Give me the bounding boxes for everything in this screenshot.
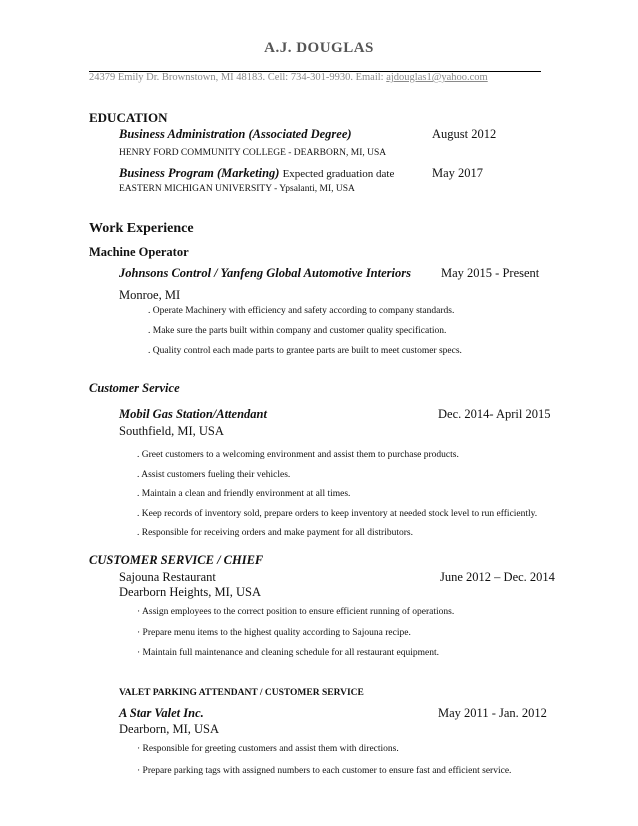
education-degree-2: Business Program (Marketing)	[119, 166, 280, 180]
job-location-3: Dearborn Heights, MI, USA	[119, 585, 261, 599]
contact-line	[89, 72, 488, 83]
job-bullet: · Responsible for greeting customers and assist them with directions.	[137, 744, 399, 754]
job-title-2: Customer Service	[89, 381, 180, 395]
education-date-1: August 2012	[432, 127, 497, 141]
job-bullet: . Operate Machinery with efficiency and safety according to company standards.	[148, 306, 455, 316]
education-heading: EDUCATION	[89, 110, 168, 125]
job-date-4: May 2011 - Jan. 2012	[438, 706, 547, 720]
job-bullet: . Assist customers fueling their vehicles.	[137, 470, 291, 480]
job-location-1: Monroe, MI	[119, 288, 181, 302]
job-bullet: · Prepare menu items to the highest quality according to Sajouna recipe.	[137, 628, 411, 638]
education-note-2: Expected graduation date	[282, 168, 395, 180]
education-school-2: EASTERN MICHIGAN UNIVERSITY - Ypsalanti, MI, USA	[119, 184, 355, 194]
job-bullet: . Keep records of inventory sold, prepare orders to keep inventory at needed stock level to run efficiently.	[137, 509, 538, 519]
job-employer-3: Sajouna Restaurant	[119, 570, 216, 584]
email-link[interactable]: ajdouglas1@yahoo.com	[386, 72, 488, 83]
job-employer-4: A Star Valet Inc.	[119, 706, 204, 720]
job-date-3: June 2012 – Dec. 2014	[440, 570, 555, 584]
job-location-2: Southfield, MI, USA	[119, 424, 224, 438]
job-bullet: · Assign employees to the correct position to ensure efficient running of operations.	[137, 607, 455, 617]
job-bullet: . Greet customers to a welcoming environment and assist them to purchase products.	[137, 450, 459, 460]
job-bullet: . Maintain a clean and friendly environment at all times.	[137, 489, 351, 499]
job-bullet: · Maintain full maintenance and cleaning schedule for all restaurant equipment.	[137, 648, 440, 658]
job-bullet: . Make sure the parts built within company and customer quality specification.	[148, 326, 447, 336]
job-location-4: Dearborn, MI, USA	[119, 722, 219, 736]
education-date-2: May 2017	[432, 166, 484, 180]
job-title-3: CUSTOMER SERVICE / CHIEF	[89, 553, 264, 567]
job-date-1: May 2015 - Present	[441, 266, 540, 280]
contact-details: 24379 Emily Dr. Brownstown, MI 48183. Cell: 734-301-9930. Email:	[89, 72, 387, 83]
job-bullet: . Responsible for receiving orders and make payment for all distributors.	[137, 528, 413, 538]
job-bullet: · Prepare parking tags with assigned numbers to each customer to ensure fast and efficient service.	[137, 766, 512, 776]
education-line-2	[119, 166, 394, 181]
education-degree-1: Business Administration (Associated Degree)	[119, 127, 352, 141]
resume-name: A.J. DOUGLAS	[264, 40, 374, 56]
job-title-1: Machine Operator	[89, 245, 189, 259]
education-school-1: HENRY FORD COMMUNITY COLLEGE - DEARBORN, MI, USA	[119, 148, 387, 158]
job-title-4: VALET PARKING ATTENDANT / CUSTOMER SERVICE	[119, 688, 364, 698]
job-date-2: Dec. 2014- April 2015	[438, 407, 551, 421]
job-employer-2: Mobil Gas Station/Attendant	[119, 407, 267, 421]
job-employer-1: Johnsons Control / Yanfeng Global Automotive Interiors	[119, 266, 411, 280]
job-bullet: . Quality control each made parts to grantee parts are built to meet customer specs.	[148, 346, 462, 356]
work-heading: Work Experience	[89, 221, 194, 236]
